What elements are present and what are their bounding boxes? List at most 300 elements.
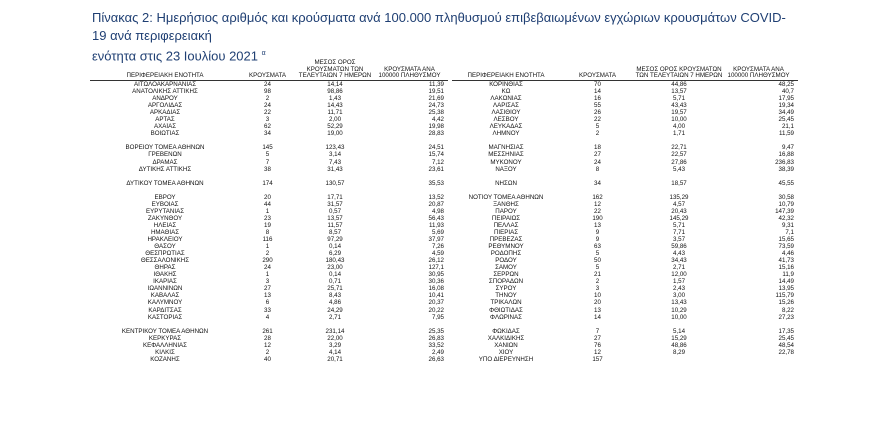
cell-mean: 22,71 [671, 144, 687, 152]
cell-cases: 174 [262, 179, 273, 187]
header-mean: ΜΕΣΟΣ ΟΡΟΣ ΚΡΟΥΣΜΑΤΩΝ ΤΩΝ ΤΕΛΕΥΤΑΙΩΝ 7 ΗΜΕΡΩΝ [295, 56, 375, 81]
cell-rate: 7,26 [431, 243, 444, 251]
cell-mean: 1,71 [672, 130, 686, 138]
cell-mean: 4,14 [328, 348, 342, 356]
cell-rate: 11,59 [778, 130, 794, 138]
cell-mean [635, 356, 723, 363]
cell-rate: 28,83 [428, 130, 444, 138]
cell-rate: 25,45 [778, 334, 794, 342]
cell-rate: 11,9 [782, 271, 794, 279]
cell-cases: 1 [265, 207, 270, 215]
cell-mean: 19,00 [327, 130, 343, 138]
cell-cases: 24 [264, 81, 271, 88]
cell-unit: ΝΟΤΙΟΥ ΤΟΜΕΑ ΑΘΗΝΩΝ [468, 193, 544, 201]
cell-mean: 8,29 [672, 348, 686, 356]
cell-mean: 4,43 [672, 250, 686, 258]
cell-mean: 2,71 [328, 313, 342, 321]
cell-cases: 12 [264, 341, 271, 349]
cell-rate [723, 137, 798, 144]
cell-mean: 13,57 [671, 88, 687, 96]
table-row [90, 307, 448, 314]
cell-rate [723, 356, 798, 363]
cell-cases: 20 [594, 299, 601, 307]
cell-mean: 10,00 [671, 116, 687, 124]
cell-rate: 45,55 [778, 179, 794, 187]
cell-mean: 10,29 [671, 306, 687, 314]
cell-unit: ΣΕΡΡΩΝ [493, 271, 519, 279]
cell-mean: 5,71 [672, 221, 686, 229]
cell-rate: 22,78 [778, 348, 794, 356]
cell-rate: 15,65 [778, 236, 794, 244]
cell-unit: ΡΕΘΥΜΝΟΥ [488, 243, 524, 251]
cell-mean: 14,14 [327, 81, 343, 88]
cell-unit: ΑΙΤΩΛΟΑΚΑΡΝΑΝΙΑΣ [133, 81, 197, 88]
spacer-row [90, 173, 448, 180]
cell-rate: 33,52 [428, 341, 444, 349]
cell-mean: 14,43 [327, 102, 343, 110]
cell-cases: 2 [595, 278, 600, 286]
cell-unit: ΝΗΣΩΝ [495, 179, 517, 187]
cell-unit: ΑΝΑΤΟΛΙΚΗΣ ΑΤΤΙΚΗΣ [132, 88, 198, 96]
cell-rate: 21,1 [781, 123, 794, 131]
table-row [452, 144, 798, 151]
cell-cases: 2 [265, 250, 270, 258]
cell-unit: ΤΗΝΟΥ [495, 292, 517, 300]
cell-mean: 52,29 [327, 123, 343, 131]
cell-rate: 16,88 [778, 151, 794, 159]
cell-cases: 2 [265, 348, 270, 356]
cell-mean: 48,86 [671, 341, 687, 349]
cell-cases: 157 [592, 355, 603, 363]
spacer-row [90, 321, 448, 328]
cell-rate: 14,49 [778, 278, 794, 286]
cell-rate [723, 321, 798, 328]
cell-unit: ΘΕΣΣΑΛΟΝΙΚΗΣ [140, 257, 190, 265]
table-row [90, 229, 448, 236]
cell-unit: ΡΟΔΟΠΗΣ [490, 250, 522, 258]
cell-mean: 123,43 [325, 144, 345, 152]
cell-rate: 30,95 [428, 271, 444, 279]
cell-mean: 5,71 [672, 95, 686, 103]
cell-unit [90, 187, 240, 194]
cell-unit: ΚΕΡΚΥΡΑΣ [148, 334, 182, 342]
table-row [452, 292, 798, 299]
cell-cases: 13 [594, 221, 601, 229]
cell-unit: ΦΩΚΙΔΑΣ [492, 327, 520, 335]
table-row [90, 194, 448, 201]
table-row [452, 215, 798, 222]
cell-mean: 17,71 [327, 193, 343, 201]
cell-rate: 26,12 [428, 257, 444, 265]
table-row [452, 116, 798, 123]
cell-mean: 231,14 [325, 327, 345, 335]
table-row [90, 271, 448, 278]
cell-cases: 1 [265, 243, 270, 251]
table-row [90, 123, 448, 130]
cell-unit: ΜΕΣΣΗΝΙΑΣ [488, 151, 524, 159]
cell-unit: ΑΧΑΪΑΣ [153, 123, 177, 131]
cell-mean [635, 187, 723, 194]
cell-mean: 4,86 [328, 299, 342, 307]
cell-unit: ΧΑΝΙΩΝ [494, 341, 518, 349]
cell-rate: 4,59 [431, 250, 444, 258]
cell-unit: ΔΥΤΙΚΟΥ ΤΟΜΕΑ ΑΘΗΝΩΝ [126, 179, 204, 187]
table-row [90, 328, 448, 335]
cell-unit [90, 321, 240, 328]
caption-line-1: Πίνακας 2: Ημερήσιος αριθμός και κρούσματα ανά 100.000 πληθυσμού επιβεβαιωμένων εγχώριων κρουσμάτων COVID-19 ανά περιφερειακή [92, 10, 786, 43]
table-row [452, 307, 798, 314]
cell-mean: 97,29 [327, 236, 343, 244]
cell-rate: 73,59 [778, 243, 794, 251]
table-row [90, 102, 448, 109]
cell-unit: ΠΕΙΡΑΙΩΣ [491, 214, 521, 222]
cell-rate: 20,22 [428, 306, 444, 314]
table-row [90, 208, 448, 215]
cell-unit: ΠΙΕΡΙΑΣ [493, 228, 519, 236]
table-row [90, 342, 448, 349]
spacer-row [452, 173, 798, 180]
table-row [452, 130, 798, 137]
cell-cases: 34 [594, 179, 601, 187]
cell-cases [560, 187, 635, 194]
table-row [452, 349, 798, 356]
cell-rate: 42,32 [778, 214, 794, 222]
cell-rate: 115,79 [775, 292, 794, 300]
table-row [90, 95, 448, 102]
cell-mean: 13,57 [327, 214, 343, 222]
cell-cases: 9 [595, 236, 600, 244]
cell-mean: 7,71 [672, 228, 686, 236]
cell-mean: 20,43 [671, 207, 687, 215]
spacer-row [90, 187, 448, 194]
table-row [90, 130, 448, 137]
cell-mean: 43,43 [671, 102, 687, 110]
cell-cases [240, 137, 295, 144]
cell-cases [240, 173, 295, 180]
table-row [452, 328, 798, 335]
cell-cases: 98 [264, 88, 271, 96]
cell-cases: 24 [264, 102, 271, 110]
cell-unit: ΛΗΜΝΟΥ [492, 130, 520, 138]
cell-cases: 190 [592, 214, 603, 222]
table-row [90, 299, 448, 306]
cell-cases: 261 [262, 327, 273, 335]
table-row [90, 278, 448, 285]
cell-rate: 15,74 [428, 151, 444, 159]
cell-unit: ΚΑΒΑΛΑΣ [150, 292, 180, 300]
cell-cases: 13 [264, 292, 271, 300]
cell-rate: 147,39 [775, 207, 794, 215]
table-row [90, 243, 448, 250]
cell-rate: 24,73 [428, 102, 444, 110]
spacer-row [452, 321, 798, 328]
cell-mean: 135,29 [669, 193, 689, 201]
cell-rate: 26,83 [428, 334, 444, 342]
cell-unit: ΗΛΕΙΑΣ [153, 221, 177, 229]
cell-rate: 5,69 [431, 228, 444, 236]
cell-rate: 4,98 [431, 207, 444, 215]
cell-unit: ΖΑΚΥΝΘΟΥ [147, 214, 183, 222]
cell-unit: ΝΑΞΟΥ [495, 165, 517, 173]
table-row [452, 102, 798, 109]
cell-rate: 34,49 [778, 109, 794, 117]
spacer-row [90, 137, 448, 144]
cell-cases: 145 [262, 144, 273, 152]
cell-rate: 21,69 [428, 95, 444, 103]
cell-unit: ΠΡΕΒΕΖΑΣ [489, 236, 523, 244]
cell-mean: 12,00 [671, 271, 687, 279]
cell-cases [560, 137, 635, 144]
cell-rate: 4,46 [781, 250, 794, 258]
cell-rate: 15,26 [778, 299, 794, 307]
cell-unit: ΛΕΥΚΑΔΑΣ [489, 123, 523, 131]
cell-mean: 3,14 [328, 151, 342, 159]
cell-cases: 7 [265, 158, 270, 166]
cell-unit: ΚΕΦΑΛΛΗΝΙΑΣ [142, 341, 187, 349]
table-row [90, 166, 448, 173]
table-row [90, 264, 448, 271]
cell-unit: ΘΑΣΟΥ [154, 243, 176, 251]
cell-unit: ΕΒΡΟΥ [154, 193, 176, 201]
table-row [90, 292, 448, 299]
cell-cases: 10 [594, 292, 601, 300]
cell-unit: ΠΕΛΛΑΣ [493, 221, 519, 229]
cell-unit [452, 173, 560, 180]
table-row [452, 335, 798, 342]
cell-cases: 7 [595, 327, 600, 335]
cell-rate: 48,25 [778, 81, 794, 88]
cell-unit: ΧΙΟΥ [498, 348, 514, 356]
cell-unit: ΔΥΤΙΚΗΣ ΑΤΤΙΚΗΣ [138, 165, 192, 173]
cell-rate: 26,63 [428, 355, 444, 363]
cell-rate: 20,37 [428, 299, 444, 307]
cell-rate: 30,58 [778, 193, 794, 201]
cell-mean [635, 173, 723, 180]
cell-cases: 38 [264, 165, 271, 173]
cell-rate [375, 187, 448, 194]
cell-cases: 9 [595, 228, 600, 236]
cell-unit: ΙΩΑΝΝΙΝΩΝ [147, 285, 183, 293]
table-row [90, 81, 448, 89]
cell-rate: 10,41 [428, 292, 444, 300]
cell-cases: 24 [594, 158, 601, 166]
table-row [452, 264, 798, 271]
cell-unit: ΠΑΡΟΥ [495, 207, 517, 215]
table-row [452, 356, 798, 363]
cell-unit: ΚΟΖΑΝΗΣ [150, 355, 180, 363]
cell-cases: 62 [264, 123, 271, 131]
cell-mean: 8,57 [328, 228, 342, 236]
cell-rate: 4,42 [431, 116, 444, 124]
cell-rate [375, 137, 448, 144]
cell-cases: 6 [265, 299, 270, 307]
cell-mean: 27,86 [671, 158, 687, 166]
cell-rate: 11,39 [428, 81, 444, 88]
cell-cases: 76 [594, 341, 601, 349]
table-row [452, 314, 798, 321]
cell-rate: 38,39 [778, 165, 794, 173]
cell-cases: 40 [264, 355, 271, 363]
cell-cases: 5 [265, 151, 270, 159]
table-row [452, 159, 798, 166]
cell-unit: ΦΛΩΡΙΝΑΣ [490, 313, 522, 321]
cell-cases: 18 [594, 144, 601, 152]
table-row [452, 194, 798, 201]
cell-mean: 0,71 [328, 278, 342, 286]
cell-cases [560, 173, 635, 180]
cell-mean: 3,00 [672, 292, 686, 300]
cell-cases: 21 [594, 271, 601, 279]
cell-mean: 0,14 [328, 243, 342, 251]
spacer-row [452, 137, 798, 144]
cell-cases: 3 [265, 278, 270, 286]
cell-unit: ΣΥΡΟΥ [495, 285, 517, 293]
table-row [452, 180, 798, 187]
cell-cases: 70 [594, 81, 601, 88]
cell-cases: 2 [595, 130, 600, 138]
table-row [452, 250, 798, 257]
cell-mean: 145,29 [669, 214, 689, 222]
cell-unit: ΤΡΙΚΑΛΩΝ [490, 299, 522, 307]
cell-rate: 35,53 [428, 179, 444, 187]
caption-footnote-mark: α [261, 50, 266, 57]
cell-cases: 16 [594, 95, 601, 103]
cell-cases: 24 [264, 264, 271, 272]
cell-mean: 23,00 [327, 264, 343, 272]
cell-unit: ΚΙΛΚΙΣ [155, 348, 175, 356]
cell-mean: 4,00 [672, 123, 686, 131]
cell-rate: 7,95 [431, 313, 444, 321]
table-row [90, 335, 448, 342]
cell-cases: 4 [265, 313, 270, 321]
table-row [452, 151, 798, 158]
cell-cases: 27 [594, 151, 601, 159]
cell-cases: 8 [265, 228, 270, 236]
cell-rate: 17,95 [778, 95, 794, 103]
right-cases-table [452, 56, 798, 363]
table-row [452, 123, 798, 130]
cell-cases: 22 [594, 207, 601, 215]
cell-mean: 3,29 [328, 341, 342, 349]
table-row [452, 166, 798, 173]
cell-unit: ΙΚΑΡΙΑΣ [153, 278, 177, 286]
cell-cases [240, 187, 295, 194]
cell-unit: ΑΡΚΑΔΙΑΣ [149, 109, 181, 117]
table-row [90, 314, 448, 321]
cell-cases: 23 [264, 214, 271, 222]
table-row [452, 285, 798, 292]
cell-cases: 162 [592, 193, 603, 201]
table-row [90, 144, 448, 151]
header-cases: ΚΡΟΥΣΜΑΤΑ [560, 56, 635, 81]
cell-mean [635, 137, 723, 144]
cell-cases: 22 [594, 116, 601, 124]
cell-cases: 27 [264, 285, 271, 293]
cell-rate: 40,7 [781, 88, 794, 96]
cell-mean: 34,43 [671, 257, 687, 265]
cell-mean: 4,57 [672, 200, 686, 208]
cell-unit [452, 321, 560, 328]
cell-rate: 23,61 [428, 165, 444, 173]
table-row [90, 201, 448, 208]
cell-rate: 56,43 [428, 214, 444, 222]
table-row [452, 257, 798, 264]
cell-mean: 11,71 [327, 109, 343, 117]
cell-rate: 41,73 [778, 257, 794, 265]
cell-mean [295, 173, 375, 180]
cell-rate: 27,23 [778, 313, 794, 321]
cell-cases: 44 [264, 200, 271, 208]
cell-cases: 8 [595, 165, 600, 173]
cell-unit: ΚΑΛΥΜΝΟΥ [147, 299, 183, 307]
cell-mean: 18,57 [671, 179, 687, 187]
cell-unit [452, 187, 560, 194]
cell-unit: ΥΠΟ ΔΙΕΡΕΥΝΗΣΗ [478, 355, 534, 363]
cell-rate: 37,97 [428, 236, 444, 244]
cell-cases: 33 [264, 306, 271, 314]
cell-rate: 15,16 [778, 264, 794, 272]
table-row [452, 236, 798, 243]
cell-unit: ΜΥΚΟΝΟΥ [490, 158, 522, 166]
cell-mean: 2,71 [672, 264, 686, 272]
cell-cases [560, 321, 635, 328]
cell-rate: 19,51 [428, 88, 444, 96]
table-row [90, 250, 448, 257]
cell-unit: ΧΑΛΚΙΔΙΚΗΣ [487, 334, 525, 342]
table-row [452, 81, 798, 89]
cell-unit: ΗΜΑΘΙΑΣ [150, 228, 180, 236]
cell-mean: 31,57 [327, 200, 343, 208]
cell-mean: 59,86 [671, 243, 687, 251]
cell-mean: 20,71 [327, 355, 343, 363]
cell-rate: 30,36 [428, 278, 444, 286]
table-row [90, 236, 448, 243]
table-row [452, 208, 798, 215]
cell-rate: 7,1 [785, 228, 794, 236]
cell-rate: 19,98 [428, 123, 444, 131]
cell-mean: 22,57 [671, 151, 687, 159]
cell-cases: 19 [264, 221, 271, 229]
cell-rate: 48,54 [778, 341, 794, 349]
cell-unit: ΡΟΔΟΥ [495, 257, 517, 265]
cell-mean: 2,00 [328, 116, 342, 124]
cell-unit: ΒΟΡΕΙΟΥ ΤΟΜΕΑ ΑΘΗΝΩΝ [125, 144, 205, 152]
cell-mean: 7,43 [328, 158, 342, 166]
table-row [452, 95, 798, 102]
cell-rate: 2,49 [431, 348, 444, 356]
cell-mean [295, 321, 375, 328]
cell-mean [295, 137, 375, 144]
cell-unit: ΦΘΙΩΤΙΔΑΣ [489, 306, 523, 314]
cell-rate: 10,79 [778, 200, 794, 208]
cell-unit: ΘΕΣΠΡΩΤΙΑΣ [145, 250, 185, 258]
cell-mean: 25,71 [327, 285, 343, 293]
cell-mean: 10,00 [671, 313, 687, 321]
cell-cases: 1 [265, 271, 270, 279]
cell-unit: ΛΑΚΩΝΙΑΣ [490, 95, 522, 103]
cell-rate: 13,95 [778, 285, 794, 293]
cell-cases: 290 [262, 257, 273, 265]
cell-unit: ΣΑΜΟΥ [495, 264, 517, 272]
cell-mean: 6,29 [328, 250, 342, 258]
table-row [452, 222, 798, 229]
table-row [452, 109, 798, 116]
cell-unit: ΘΗΡΑΣ [154, 264, 176, 272]
table-row [452, 243, 798, 250]
table-row [452, 299, 798, 306]
cell-unit: ΛΕΣΒΟΥ [493, 116, 519, 124]
cell-mean [295, 187, 375, 194]
